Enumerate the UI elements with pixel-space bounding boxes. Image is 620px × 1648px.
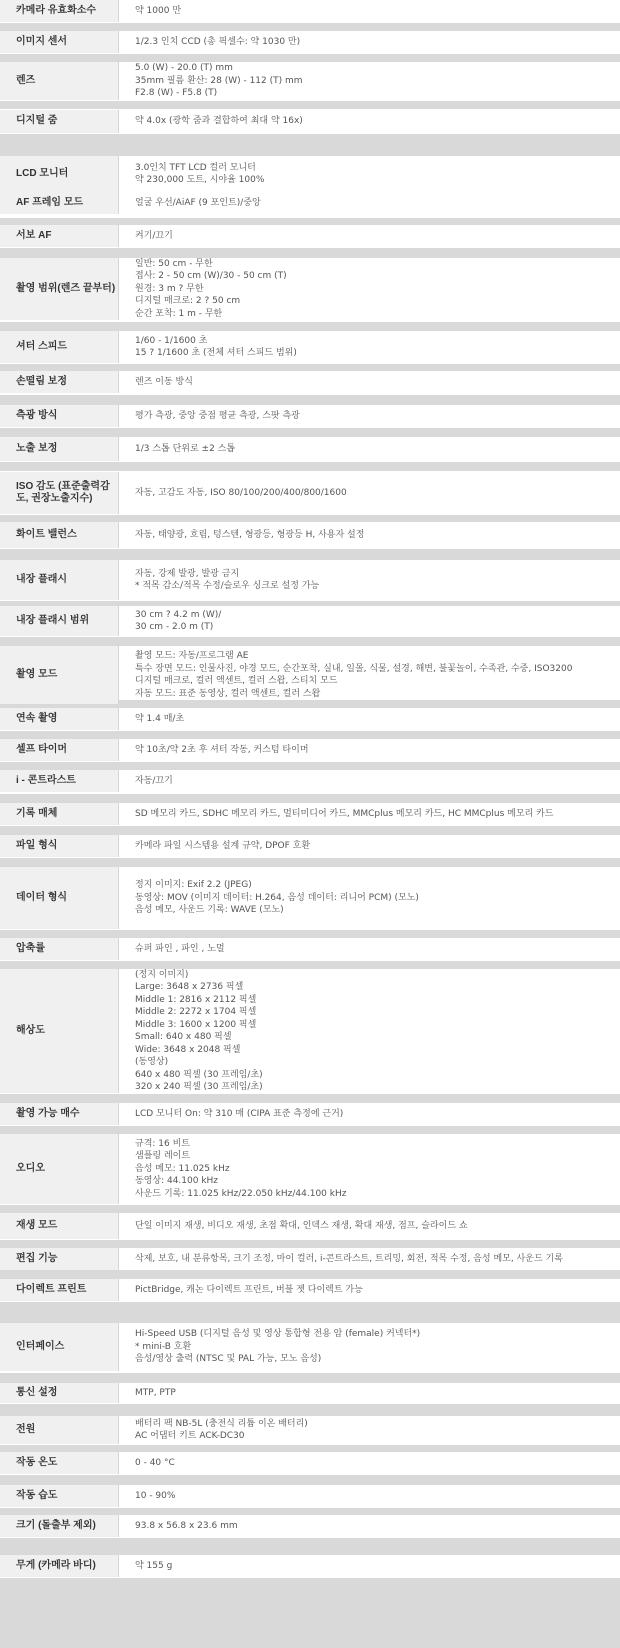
- row-separator: [0, 1205, 620, 1213]
- spec-label: 내장 플래시 범위: [0, 606, 119, 636]
- row-separator: [0, 395, 620, 405]
- spec-value-line: 자동, 태양광, 흐림, 텅스텐, 형광등, 형광등 H, 사용자 설정: [135, 529, 365, 540]
- spec-row: [0, 739, 620, 761]
- spec-value-line: 켜기/끄기: [135, 230, 173, 241]
- spec-label: 파일 형식: [0, 835, 119, 857]
- spec-value-line: 단일 이미지 재생, 비디오 재생, 초점 확대, 인덱스 재생, 확대 재생, 점프, 슬라이드 쇼: [135, 1220, 468, 1231]
- spec-value: [119, 192, 620, 214]
- spec-value: [119, 560, 620, 600]
- spec-row: [0, 1323, 620, 1371]
- spec-value-line: 음성/영상 출력 (NTSC 및 PAL 가능, 모노 음성): [135, 1354, 322, 1365]
- row-separator: [0, 930, 620, 938]
- spec-value-line: 순간 포착: 1 m - 무한: [135, 308, 223, 319]
- spec-value: [119, 646, 620, 704]
- spec-value: [119, 1279, 620, 1301]
- row-separator: [0, 961, 620, 969]
- spec-value-line: 1/3 스톱 단위로 ±2 스톱: [135, 443, 236, 454]
- spec-label: 촬영 가능 매수: [0, 1103, 119, 1125]
- spec-value-line: 슈퍼 파인 , 파인 , 노멀: [135, 943, 225, 954]
- spec-value: [119, 1485, 620, 1507]
- spec-row: [0, 1452, 620, 1474]
- row-separator: [0, 1538, 620, 1555]
- spec-label: 작동 온도: [0, 1452, 119, 1474]
- spec-label: 해상도: [0, 969, 119, 1093]
- spec-value-line: Small: 640 x 480 픽셀: [135, 1032, 232, 1042]
- spec-value-line: SD 메모리 카드, SDHC 메모리 카드, 멀티미디어 카드, MMCplus 메모리 카드, HC MMCplus 메모리 카드: [135, 808, 554, 819]
- spec-row: [0, 331, 620, 363]
- row-separator: [0, 731, 620, 739]
- spec-row: [0, 1134, 620, 1204]
- spec-value: [119, 1103, 620, 1125]
- spec-row: [0, 1515, 620, 1537]
- row-separator: [0, 101, 620, 109]
- spec-value: [119, 225, 620, 247]
- spec-row: [0, 371, 620, 393]
- spec-value-line: 평가 측광, 중앙 중점 평균 측광, 스팟 측광: [135, 410, 300, 421]
- spec-value-line: 동영상: 44.100 kHz: [135, 1176, 219, 1187]
- spec-value-line: 1/2.3 인치 CCD (총 픽셀수: 약 1030 만): [135, 36, 301, 47]
- spec-label: 디지털 줌: [0, 110, 119, 133]
- spec-label: 무게 (카메라 바디): [0, 1555, 119, 1577]
- spec-value-line: 배터리 팩 NB-5L (충전식 리튬 이온 배터리): [135, 1418, 308, 1429]
- row-separator: [0, 1445, 620, 1452]
- spec-value-line: Large: 3648 x 2736 픽셀: [135, 982, 244, 992]
- row-separator: [0, 428, 620, 437]
- row-separator: [0, 826, 620, 835]
- spec-value-line: 음성 메모, 사운드 기록: WAVE (모노): [135, 905, 284, 916]
- spec-row: [0, 969, 620, 1093]
- spec-value-line: (동영상): [135, 1057, 169, 1067]
- spec-row: [0, 522, 620, 548]
- spec-value: [119, 156, 620, 192]
- spec-label: 촬영 범위(렌즈 끝부터): [0, 258, 119, 320]
- spec-value-line: AC 어댑터 키트 ACK-DC30: [135, 1431, 245, 1441]
- spec-label: 다이렉트 프린트: [0, 1279, 119, 1301]
- spec-row: [0, 1248, 620, 1270]
- spec-label: 통신 설정: [0, 1383, 119, 1403]
- row-separator: [0, 1094, 620, 1103]
- spec-value-line: Hi-Speed USB (디지털 음성 및 영상 통합형 전용 암 (female) 커넥터*): [135, 1329, 421, 1340]
- spec-value-line: 0 - 40 °C: [135, 1457, 175, 1468]
- spec-value-line: 93.8 x 56.8 x 23.6 mm: [135, 1520, 238, 1531]
- spec-value-line: 특수 장면 모드: 인물사진, 야경 모드, 순간포착, 실내, 일몰, 식물, 설경, 해변, 불꽃놀이, 수족관, 수중, ISO3200: [135, 663, 573, 674]
- row-separator: [0, 794, 620, 803]
- spec-row: [0, 1383, 620, 1403]
- spec-label: 기록 매체: [0, 803, 119, 825]
- spec-value-line: 정지 이미지: Exif 2.2 (JPEG): [135, 880, 252, 891]
- spec-value: [119, 522, 620, 548]
- spec-row: [0, 1279, 620, 1301]
- spec-row: [0, 192, 620, 214]
- spec-row: [0, 1485, 620, 1507]
- row-separator: [0, 364, 620, 371]
- spec-value-line: Wide: 3648 x 2048 픽셀: [135, 1044, 241, 1055]
- spec-row: [0, 31, 620, 53]
- spec-label: ISO 감도 (표준출력감도, 권장노출지수): [0, 472, 119, 514]
- spec-value-line: 접사: 2 - 50 cm (W)/30 - 50 cm (T): [135, 271, 287, 282]
- spec-label: 화이트 밸런스: [0, 522, 119, 548]
- spec-row: [0, 0, 620, 22]
- row-separator: [0, 322, 620, 331]
- spec-value-line: 3.0인치 TFT LCD 컬러 모니터: [135, 162, 256, 173]
- spec-row: [0, 1555, 620, 1577]
- spec-row: [0, 472, 620, 514]
- spec-value: [119, 437, 620, 461]
- spec-value-line: LCD 모니터 On: 약 310 매 (CIPA 표준 측정에 근거): [135, 1108, 344, 1119]
- spec-value-line: 35mm 필름 환산: 28 (W) - 112 (T) mm: [135, 75, 303, 86]
- spec-label: 오디오: [0, 1134, 119, 1204]
- row-separator: [0, 1270, 620, 1279]
- spec-value: [119, 371, 620, 393]
- spec-value-line: 30 cm - 2.0 m (T): [135, 622, 214, 632]
- row-separator: [0, 1126, 620, 1134]
- spec-row: [0, 437, 620, 461]
- spec-value-line: 5.0 (W) - 20.0 (T) mm: [135, 63, 233, 74]
- spec-value-line: 약 10초/약 2초 후 셔터 작동, 커스텀 타이머: [135, 744, 309, 755]
- spec-value-line: 카메라 파일 시스템용 설계 규약, DPOF 호환: [135, 840, 311, 851]
- spec-value: [119, 1213, 620, 1239]
- spec-row: [0, 835, 620, 857]
- spec-value-line: 일반: 50 cm - 무한: [135, 258, 213, 269]
- spec-value: [119, 867, 620, 929]
- spec-value-line: 30 cm ? 4.2 m (W)/: [135, 609, 222, 620]
- spec-value: [119, 803, 620, 825]
- spec-value: [119, 708, 620, 730]
- row-separator: [0, 1302, 620, 1323]
- spec-value-line: 얼굴 우선/AiAF (9 포인트)/중앙: [135, 197, 261, 208]
- row-separator: [0, 54, 620, 62]
- spec-label: 작동 습도: [0, 1485, 119, 1507]
- spec-label: 셔터 스피드: [0, 331, 119, 363]
- spec-value-line: 음성 메모: 11.025 kHz: [135, 1163, 230, 1174]
- spec-row: [0, 1103, 620, 1125]
- spec-label: 셀프 타이머: [0, 739, 119, 761]
- spec-value-line: 10 - 90%: [135, 1490, 176, 1501]
- row-separator: [0, 1240, 620, 1248]
- spec-label: 내장 플래시: [0, 560, 119, 600]
- spec-value-line: MTP, PTP: [135, 1387, 176, 1398]
- spec-value: [119, 331, 620, 363]
- spec-value-line: (정지 이미지): [135, 969, 189, 980]
- row-separator: [0, 637, 620, 646]
- spec-value-line: 약 4.0x (광학 줌과 결합하여 최대 약 16x): [135, 116, 303, 127]
- spec-row: [0, 560, 620, 600]
- spec-value: [119, 472, 620, 514]
- spec-row: [0, 803, 620, 825]
- row-separator: [0, 1404, 620, 1416]
- spec-label: 손떨림 보정: [0, 371, 119, 393]
- spec-value-line: 동영상: MOV (이미지 데이터: H.264, 음성 데이터: 리니어 PCM) (모노): [135, 892, 419, 903]
- spec-value: [119, 258, 620, 320]
- spec-row: [0, 867, 620, 929]
- spec-row: [0, 606, 620, 636]
- spec-value: [119, 1134, 620, 1204]
- spec-label: 재생 모드: [0, 1213, 119, 1239]
- row-separator: [0, 515, 620, 522]
- spec-value-line: 약 230,000 도트, 시야율 100%: [135, 175, 265, 185]
- spec-value-line: 자동, 강제 발광, 발광 금지: [135, 568, 240, 579]
- spec-label: 편집 기능: [0, 1248, 119, 1270]
- spec-label: 이미지 센서: [0, 31, 119, 53]
- row-separator: [0, 858, 620, 867]
- spec-value-line: 1/60 - 1/1600 초: [135, 335, 208, 346]
- spec-value: [119, 110, 620, 133]
- spec-value-line: * mini-B 호환: [135, 1341, 192, 1352]
- spec-value-line: 디지털 매크로, 컬러 액센트, 컬러 스왑, 스티치 모드: [135, 676, 338, 686]
- row-separator: [0, 549, 620, 560]
- spec-value-line: Middle 2: 2272 x 1704 픽셀: [135, 1007, 257, 1017]
- spec-label: AF 프레임 모드: [0, 192, 119, 214]
- spec-row: [0, 770, 620, 792]
- spec-value: [119, 1323, 620, 1371]
- spec-row: [0, 646, 620, 704]
- spec-value: [119, 835, 620, 857]
- row-separator: [0, 248, 620, 258]
- spec-value-line: 사운드 기록: 11.025 kHz/22.050 kHz/44.100 kHz: [135, 1188, 347, 1199]
- spec-label: LCD 모니터: [0, 156, 119, 192]
- spec-label: 압축률: [0, 938, 119, 960]
- spec-label: 전원: [0, 1416, 119, 1444]
- spec-value: [119, 0, 620, 22]
- spec-value-line: 자동/끄기: [135, 775, 173, 786]
- spec-label: i - 콘트라스트: [0, 770, 119, 792]
- spec-label: 촬영 모드: [0, 646, 119, 704]
- spec-value: [119, 62, 620, 100]
- spec-value-line: 삭제, 보호, 내 분류항목, 크기 조정, 마이 컬러, i-콘트라스트, 트리밍, 회전, 적목 수정, 음성 메모, 사운드 기록: [135, 1253, 563, 1264]
- spec-value: [119, 31, 620, 53]
- spec-value-line: Middle 3: 1600 x 1200 픽셀: [135, 1019, 257, 1030]
- row-separator: [0, 1475, 620, 1485]
- spec-value: [119, 405, 620, 427]
- row-separator: [0, 1578, 620, 1648]
- spec-label: 측광 방식: [0, 405, 119, 427]
- spec-value-line: F2.8 (W) - F5.8 (T): [135, 88, 218, 99]
- spec-value-line: 640 x 480 픽셀 (30 프레임/초): [135, 1069, 263, 1080]
- row-separator: [0, 218, 620, 225]
- spec-value-line: PictBridge, 캐논 다이렉트 프린트, 버블 젯 다이렉트 가능: [135, 1284, 363, 1295]
- spec-value: [119, 1452, 620, 1474]
- spec-label: 연속 촬영: [0, 708, 119, 730]
- spec-value-line: 렌즈 이동 방식: [135, 376, 193, 387]
- spec-row: [0, 938, 620, 960]
- spec-row: [0, 1213, 620, 1239]
- row-separator: [0, 23, 620, 31]
- spec-row: [0, 708, 620, 730]
- spec-row: [0, 258, 620, 320]
- spec-value-line: 320 x 240 픽셀 (30 프레임/초): [135, 1082, 263, 1092]
- spec-label: 데이터 형식: [0, 867, 119, 929]
- spec-label: 인터페이스: [0, 1323, 119, 1371]
- spec-row: [0, 156, 620, 192]
- row-separator: [0, 1508, 620, 1515]
- spec-value: [119, 770, 620, 792]
- spec-value: [119, 606, 620, 636]
- spec-row: [0, 110, 620, 133]
- spec-value-line: * 적목 감소/적목 수정/슬로우 싱크로 설정 가능: [135, 581, 320, 591]
- spec-row: [0, 1416, 620, 1444]
- spec-value: [119, 1515, 620, 1537]
- spec-value-line: 디지털 매크로: 2 ? 50 cm: [135, 296, 241, 307]
- spec-label: 노출 보정: [0, 437, 119, 461]
- spec-label: 크기 (돌출부 제외): [0, 1515, 119, 1537]
- spec-value-line: 샘플링 레이트: [135, 1151, 191, 1162]
- spec-label: 렌즈: [0, 62, 119, 100]
- spec-value: [119, 1248, 620, 1270]
- spec-label: 서보 AF: [0, 225, 119, 247]
- spec-value-line: 자동 모드: 표준 동영상, 컬러 액센트, 컬러 스왑: [135, 688, 321, 699]
- spec-value: [119, 1555, 620, 1577]
- row-separator: [0, 762, 620, 770]
- spec-value: [119, 739, 620, 761]
- spec-value-line: 약 1.4 매/초: [135, 713, 185, 724]
- row-separator: [0, 462, 620, 471]
- spec-row: [0, 405, 620, 427]
- spec-row: [0, 62, 620, 100]
- spec-value-line: 약 1000 만: [135, 5, 182, 16]
- spec-label: 카메라 유효화소수: [0, 0, 119, 22]
- row-separator: [0, 1373, 620, 1383]
- spec-value: [119, 1416, 620, 1444]
- spec-value-line: 약 155 g: [135, 1560, 173, 1571]
- spec-value: [119, 1383, 620, 1403]
- spec-value-line: 자동, 고감도 자동, ISO 80/100/200/400/800/1600: [135, 487, 347, 498]
- spec-value: [119, 969, 620, 1093]
- spec-value-line: 촬영 모드: 자동/프로그램 AE: [135, 651, 249, 661]
- spec-value-line: 규격: 16 비트: [135, 1138, 190, 1149]
- spec-value-line: Middle 1: 2816 x 2112 픽셀: [135, 994, 257, 1005]
- spec-value: [119, 938, 620, 960]
- spec-value-line: 15 ? 1/1600 초 (전체 셔터 스피드 범위): [135, 348, 297, 358]
- row-separator: [0, 134, 620, 156]
- spec-row: [0, 225, 620, 247]
- spec-value-line: 원경: 3 m ? 무한: [135, 283, 204, 294]
